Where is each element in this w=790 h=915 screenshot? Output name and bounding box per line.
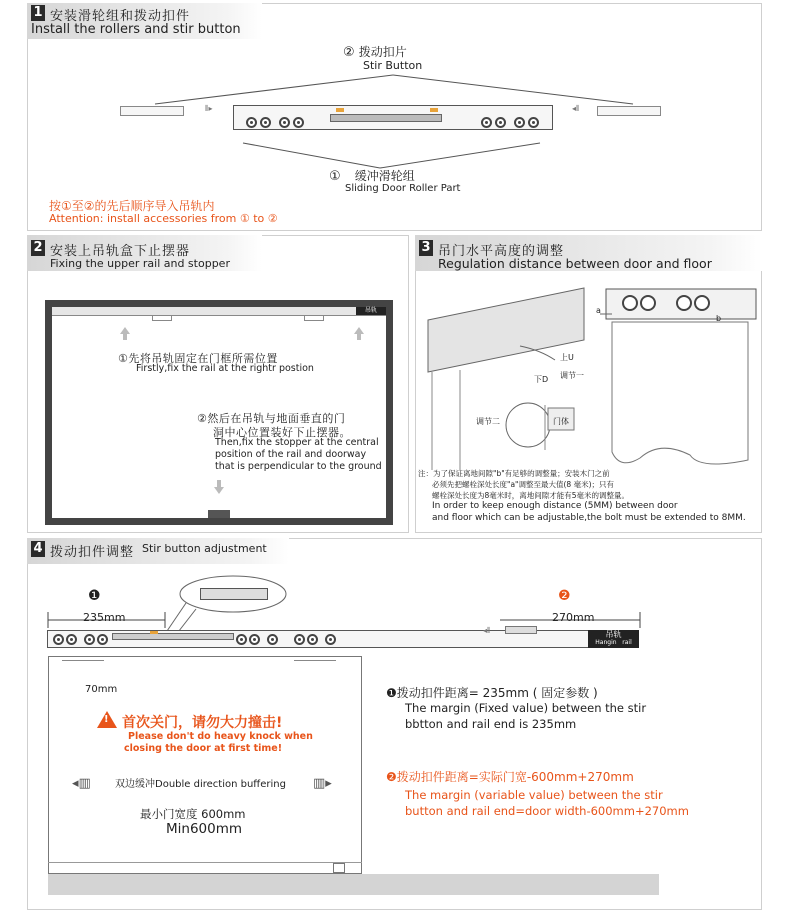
note-cn-line3: 螺栓深处长度为8毫米时，离地间隙才能有5毫米的调整量。 bbox=[432, 491, 630, 500]
section-number: 4 bbox=[31, 541, 45, 557]
marker-1: ❶ bbox=[88, 588, 101, 604]
door-bracket bbox=[294, 654, 336, 661]
section-number: 3 bbox=[419, 240, 433, 256]
label-door: 门体 bbox=[553, 417, 569, 426]
buffer-label: 双边缓冲Double direction buffering bbox=[115, 779, 286, 790]
section-number: 1 bbox=[31, 5, 45, 21]
roller-wheel bbox=[307, 634, 318, 645]
stir-button-part-right bbox=[505, 626, 537, 634]
stir-button-part bbox=[112, 633, 234, 640]
roller-wheel bbox=[97, 634, 108, 645]
section-title-cn: 拨动扣件调整 bbox=[50, 545, 135, 560]
bottom-band bbox=[48, 874, 659, 895]
roller-wheel bbox=[53, 634, 64, 645]
marker-2: ❷ bbox=[558, 588, 571, 604]
stir-button-label-cn: 拨动扣片 bbox=[358, 45, 407, 59]
stir-button-label-en: Stir Button bbox=[363, 59, 423, 72]
warning-cn: 首次关门，请勿大力撞击! bbox=[122, 715, 283, 731]
section-title-en: Fixing the upper rail and stopper bbox=[50, 257, 230, 270]
label-adjust-1: 调节一 bbox=[560, 371, 584, 380]
section-title-cn: 安装滑轮组和拨动扣件 bbox=[50, 9, 191, 24]
dim-235: 235mm bbox=[83, 611, 126, 624]
step2-en-line2: position of the rail and doorway bbox=[215, 449, 367, 460]
dim-270: 270mm bbox=[552, 611, 595, 624]
rail-tag: 吊轨 bbox=[356, 307, 386, 315]
order-note-cn: 按①至②的先后顺序导入吊轨内 bbox=[49, 199, 215, 213]
roller-wheel bbox=[236, 634, 247, 645]
step2-en-line3: that is perpendicular to the ground bbox=[215, 461, 382, 472]
stir-button-zoom-part bbox=[200, 588, 268, 600]
section-title-en: Regulation distance between door and floor bbox=[438, 256, 712, 271]
roller-wheel bbox=[294, 634, 305, 645]
label-up: 上U bbox=[560, 353, 574, 362]
stir-button-accent bbox=[150, 631, 158, 634]
section-number: 2 bbox=[31, 240, 45, 256]
label-down: 下D bbox=[534, 375, 549, 384]
buffer-arrow-left-icon: ◂▥ bbox=[72, 776, 91, 791]
step2-cn-line1: ②然后在吊轨与地面垂直的门 bbox=[197, 412, 346, 425]
note-en-line1: In order to keep enough distance (5MM) between door bbox=[432, 501, 678, 511]
stopper-mark bbox=[333, 863, 345, 873]
roller-wheel bbox=[84, 634, 95, 645]
order-note-en: Attention: install accessories from ① to ② bbox=[49, 212, 278, 225]
roller-label-en: Sliding Door Roller Part bbox=[345, 183, 461, 194]
section-title-cn: 安装上吊轨盒下止摆器 bbox=[50, 244, 191, 259]
buffer-arrow-right-icon: ▥▸ bbox=[313, 776, 332, 791]
roller-wheel bbox=[66, 634, 77, 645]
step1-en: Firstly,fix the rail at the rightr postion bbox=[136, 363, 314, 374]
step2-cn-line2: 洞中心位置装好下止摆器。 bbox=[213, 426, 351, 439]
variable-distance-en-line2: button and rail end=door width-600mm+270mm bbox=[405, 804, 689, 818]
label-b: b bbox=[716, 314, 722, 323]
door-bracket bbox=[62, 654, 104, 661]
fixed-distance-en-line2: bbtton and rail end is 235mm bbox=[405, 717, 577, 731]
variable-distance-cn: ❷拨动扣件距离=实际门宽-600mm+270mm bbox=[386, 770, 634, 784]
note-cn-line2: 必须先把螺栓深处长度"a"调整至最大值(8 毫米)；只有 bbox=[432, 480, 615, 489]
section-title-cn: 吊门水平高度的调整 bbox=[438, 244, 565, 259]
note-en-line2: and floor which can be adjustable,the bolt must be extended to 8MM. bbox=[432, 513, 746, 523]
warning-icon-mark: ! bbox=[104, 714, 109, 725]
warning-en-line2: closing the door at first time! bbox=[124, 743, 283, 754]
fixed-distance-cn: ❶拨动扣件距离= 235mm ( 固定参数 ) bbox=[386, 686, 598, 700]
note-cn-line1: 注：为了保证离地间隙"b"有足够的调整量；安装木门之前 bbox=[418, 469, 610, 478]
section-title-en: Stir button adjustment bbox=[142, 542, 267, 555]
step2-en-line1: Then,fix the stopper at the central bbox=[215, 437, 379, 448]
marker-2: ② bbox=[343, 45, 355, 60]
roller-wheel bbox=[267, 634, 278, 645]
variable-distance-en-line1: The margin (variable value) between the stir bbox=[405, 788, 663, 802]
arrow-left-icon: ◂⦀ bbox=[483, 626, 491, 635]
roller-label-cn: 缓冲滑轮组 bbox=[354, 169, 415, 183]
dim-70: 70mm bbox=[85, 684, 118, 695]
rail-tag bbox=[588, 630, 639, 648]
label-adjust-2: 调节二 bbox=[476, 417, 500, 426]
min-width-cn: 最小门宽度 600mm bbox=[140, 807, 246, 821]
arrow-left-icon: ◂⦀ bbox=[572, 104, 580, 113]
step1-cn: ①先将吊轨固定在门框所需位置 bbox=[118, 352, 278, 365]
warning-en-line1: Please don't do heavy knock when bbox=[128, 731, 313, 742]
roller-wheel bbox=[249, 634, 260, 645]
fixed-distance-en-line1: The margin (Fixed value) between the stir bbox=[405, 701, 647, 715]
marker-1: ① bbox=[329, 169, 341, 184]
min-width-en: Min600mm bbox=[166, 821, 243, 837]
roller-wheel bbox=[325, 634, 336, 645]
label-a: a bbox=[596, 306, 601, 315]
rail-tag-cn: 吊轨 bbox=[605, 630, 622, 639]
section-title-en: Install the rollers and stir button bbox=[31, 22, 241, 37]
rail-tag-en: Hangin rail bbox=[595, 639, 632, 646]
arrow-right-icon: ⦀▸ bbox=[205, 104, 213, 113]
